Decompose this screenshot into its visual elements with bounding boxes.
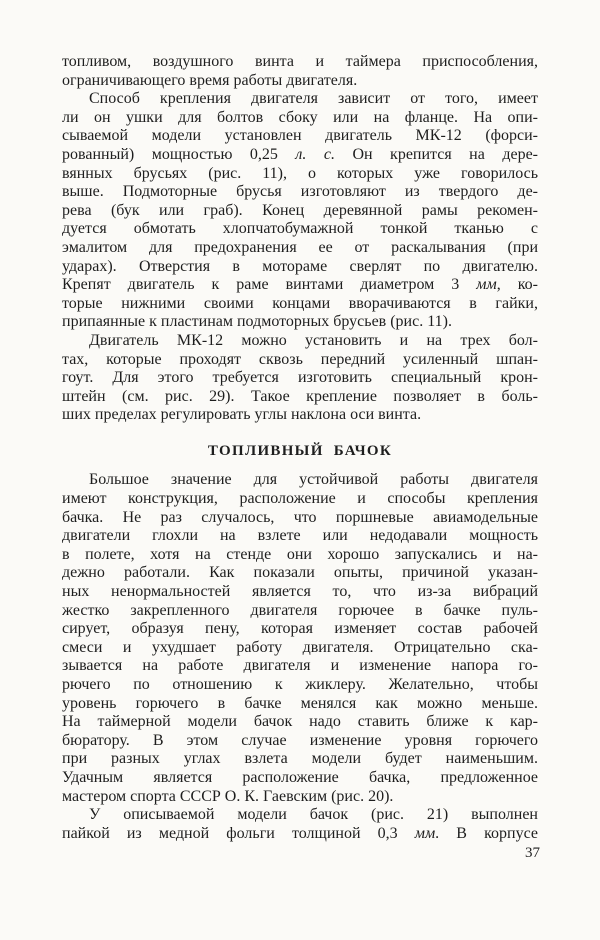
text-line: Крепят двигатель к раме винтами диаметром 3 мм, ко- bbox=[62, 276, 538, 294]
page-number: 37 bbox=[525, 845, 540, 861]
text-line: Способ крепления двигателя зависит от того, имеет bbox=[89, 90, 538, 108]
text-line: бачка. Не раз случалось, что поршневые авиамодельные bbox=[62, 508, 538, 526]
text-line: жестко закрепленного двигателя горючее в бачке пуль- bbox=[62, 601, 538, 619]
text-line: Двигатель МК-12 можно установить и на трех бол- bbox=[89, 331, 538, 349]
text-line: пайкой из медной фольги толщиной 0,3 мм. В корпусе bbox=[62, 824, 538, 842]
section-heading: ТОПЛИВНЫЙ БАЧОК bbox=[207, 442, 393, 459]
text-line: На таймерной модели бачок надо ставить ближе к кар- bbox=[62, 713, 538, 731]
text-line: рючего по отношению к жиклеру. Желательно, чтобы bbox=[62, 676, 538, 693]
text-line: ших пределах регулировать углы наклона оси винта. bbox=[62, 406, 422, 424]
text-line: припаянные к пластинам подмоторных брусьев (рис. 11). bbox=[62, 313, 452, 331]
text-line: уровень горючего в бачке менялся как можно меньше. bbox=[62, 694, 538, 712]
text-line: выше. Подмоторные брусья изготовляют из твердого де- bbox=[62, 183, 538, 201]
text-line: рованный) мощностью 0,25 л. с. Он крепится на дере- bbox=[62, 145, 538, 163]
text-line: дежно работали. Как показали опыты, причиной указан- bbox=[62, 564, 538, 582]
text-line: ударах). Отверстия в мотораме сверлят по двигателю. bbox=[62, 257, 538, 275]
text-line: смеси и ухудшает работу двигателя. Отрицательно ска- bbox=[62, 638, 538, 656]
text-line: эмалитом для предохранения ее от раскалывания (при bbox=[62, 238, 538, 256]
text-line: вянных брусьях (рис. 11), о которых уже говорилось bbox=[62, 164, 538, 182]
text-line: топливом, воздушного винта и таймера приспособления, bbox=[62, 53, 538, 70]
text-line: тах, которые проходят сквозь передний усиленный шпан- bbox=[62, 350, 538, 368]
text-line: в полете, хотя на стенде они хорошо запускались и на- bbox=[62, 545, 538, 563]
text-line: Большое значение для устойчивой работы двигателя bbox=[89, 471, 538, 489]
text-line: бюратору. В этом случае изменение уровня горючего bbox=[62, 731, 538, 749]
text-line: ограничивающего время работы двигателя. bbox=[62, 71, 358, 89]
text-line: при разных углах взлета модели будет наименьшим. bbox=[62, 750, 538, 768]
text-line: штейн (см. рис. 29). Такое крепление позволяет в боль- bbox=[62, 387, 538, 405]
text-line: дуется обмотать хлопчатобумажной тонкой тканью с bbox=[62, 220, 538, 238]
text-line: имеют конструкция, расположение и способы крепления bbox=[62, 490, 538, 508]
text-line: рева (бук или граб). Конец деревянной рамы рекомен- bbox=[62, 201, 538, 219]
text-line: сываемой модели установлен двигатель МК-12 (форси- bbox=[62, 127, 538, 145]
text-line: сирует, образуя пену, которая изменяет состав рабочей bbox=[62, 620, 538, 638]
text-line: двигатели глохли на взлете или недодавали мощность bbox=[62, 527, 538, 545]
text-line: У описываемой модели бачок (рис. 21) выполнен bbox=[89, 806, 538, 824]
text-line: Удачным является расположение бачка, предложенное bbox=[62, 768, 538, 786]
text-line: гоут. Для этого требуется изготовить специальный крон- bbox=[62, 369, 538, 387]
text-line: ных ненормальностей является то, что из-за вибраций bbox=[62, 583, 538, 601]
text-line: ли он ушки для болтов сбоку или на фланце. На опи- bbox=[62, 108, 538, 126]
text-column bbox=[62, 53, 538, 843]
text-line: торые нижними своими концами вворачиваются в гайки, bbox=[62, 294, 538, 312]
text-line: зывается на работе двигателя и изменение напора го- bbox=[62, 657, 538, 675]
text-line: мастером спорта СССР О. К. Гаевским (рис. 20). bbox=[62, 787, 394, 805]
